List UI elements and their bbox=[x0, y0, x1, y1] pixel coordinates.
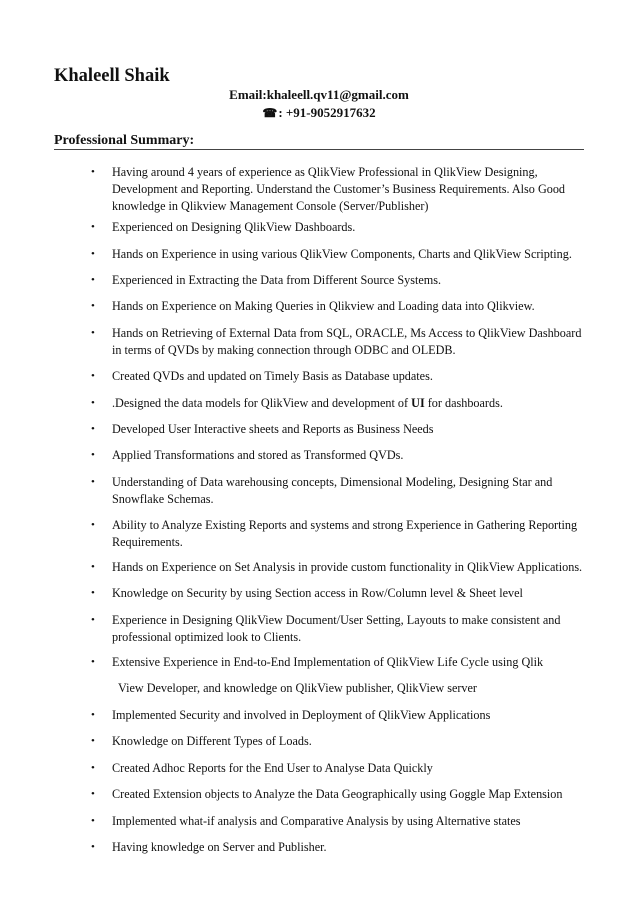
list-item-text: Understanding of Data warehousing concepts, Dimensional Modeling, Designing Star and Snowflake Schemas. bbox=[112, 475, 553, 506]
bullet-icon: • bbox=[91, 587, 95, 599]
list-item-text: Experienced on Designing QlikView Dashboards. bbox=[112, 220, 356, 234]
list-item-text: Having around 4 years of experience as QlikView Professional in QlikView Designing, Development and Reporting. Understand the Customer’s Business Requirements. Also Good knowledge in Qlikview Management Console (Server/Publisher) bbox=[112, 165, 566, 213]
list-item-text: Experienced in Extracting the Data from Different Source Systems. bbox=[112, 273, 442, 287]
bullet-icon: • bbox=[91, 248, 95, 260]
phone-number: : +91-9052917632 bbox=[278, 105, 376, 120]
bullet-icon: • bbox=[91, 370, 95, 382]
bullet-icon: • bbox=[91, 221, 95, 233]
bullet-icon: • bbox=[91, 449, 95, 461]
section-title-professional-summary: Professional Summary: bbox=[54, 133, 195, 148]
list-item-text: Created Extension objects to Analyze the Data Geographically using Goggle Map Extension bbox=[112, 787, 563, 801]
list-item bbox=[91, 421, 592, 438]
list-item bbox=[91, 813, 592, 830]
telephone-icon: ☎ bbox=[262, 106, 278, 120]
list-item-continuation: View Developer, and knowledge on QlikView publisher, QlikView server bbox=[118, 681, 477, 695]
email-line: Email:khaleell.qv11@gmail.com bbox=[229, 87, 409, 102]
list-item-text: Extensive Experience in End-to-End Implementation of QlikView Life Cycle using Qlik bbox=[112, 655, 544, 669]
bullet-icon: • bbox=[91, 274, 95, 286]
bullet-icon: • bbox=[91, 841, 95, 853]
phone-line bbox=[0, 105, 638, 121]
list-item-text: Implemented Security and involved in Deployment of QlikView Applications bbox=[112, 708, 491, 722]
list-item bbox=[91, 839, 592, 856]
list-item bbox=[91, 559, 592, 576]
bullet-icon: • bbox=[91, 561, 95, 573]
list-item-text: Knowledge on Security by using Section access in Row/Column level & Sheet level bbox=[112, 586, 523, 600]
bullet-icon: • bbox=[91, 815, 95, 827]
list-item bbox=[91, 517, 592, 551]
list-item-text: Created QVDs and updated on Timely Basis as Database updates. bbox=[112, 369, 433, 383]
list-item bbox=[91, 474, 592, 508]
bullet-icon: • bbox=[91, 656, 95, 668]
bullet-icon: • bbox=[91, 614, 95, 626]
list-item bbox=[91, 395, 592, 412]
list-item-text: Applied Transformations and stored as Transformed QVDs. bbox=[112, 448, 404, 462]
list-item bbox=[91, 298, 592, 315]
list-item bbox=[91, 272, 592, 289]
list-item-text: Created Adhoc Reports for the End User to Analyse Data Quickly bbox=[112, 761, 433, 775]
bullet-icon: • bbox=[91, 397, 95, 409]
list-item-text: .Designed the data models for QlikView and development of UI for dashboards. bbox=[112, 396, 503, 410]
list-item bbox=[91, 447, 592, 464]
bullet-icon: • bbox=[91, 709, 95, 721]
list-item-text: Implemented what-if analysis and Comparative Analysis by using Alternative states bbox=[112, 814, 521, 828]
list-item bbox=[91, 760, 592, 777]
section-divider bbox=[54, 149, 584, 150]
list-item bbox=[91, 654, 592, 671]
bullet-icon: • bbox=[91, 476, 95, 488]
bullet-icon: • bbox=[91, 327, 95, 339]
list-item-text: Hands on Experience on Making Queries in Qlikview and Loading data into Qlikview. bbox=[112, 299, 535, 313]
list-item bbox=[91, 707, 592, 724]
list-item-text: Hands on Experience on Set Analysis in provide custom functionality in QlikView Applications. bbox=[112, 560, 583, 574]
bullet-icon: • bbox=[91, 423, 95, 435]
list-item bbox=[91, 786, 592, 803]
bullet-icon: • bbox=[91, 762, 95, 774]
list-item-text: Developed User Interactive sheets and Reports as Business Needs bbox=[112, 422, 434, 436]
list-item bbox=[91, 246, 592, 263]
list-item bbox=[91, 612, 592, 646]
list-item-text: Ability to Analyze Existing Reports and systems and strong Experience in Gathering Reporting Requirements. bbox=[112, 518, 578, 549]
list-item bbox=[91, 164, 592, 215]
list-item-text: Hands on Experience in using various QlikView Components, Charts and QlikView Scripting. bbox=[112, 247, 572, 261]
bullet-icon: • bbox=[91, 735, 95, 747]
list-item bbox=[91, 325, 592, 359]
candidate-name: Khaleell Shaik bbox=[54, 66, 170, 86]
bullet-icon: • bbox=[91, 519, 95, 531]
list-item bbox=[91, 733, 592, 750]
bullet-icon: • bbox=[91, 300, 95, 312]
bullet-icon: • bbox=[91, 166, 95, 178]
list-item bbox=[91, 368, 592, 385]
list-item-text: Having knowledge on Server and Publisher. bbox=[112, 840, 327, 854]
list-item-text: Experience in Designing QlikView Document/User Setting, Layouts to make consistent and professional optimized look to Clients. bbox=[112, 613, 561, 644]
emphasis-text: UI bbox=[411, 396, 425, 410]
list-item-text: Knowledge on Different Types of Loads. bbox=[112, 734, 312, 748]
list-item-text: Hands on Retrieving of External Data from SQL, ORACLE, Ms Access to QlikView Dashboard in terms of QVDs by making connection through ODBC and OLEDB. bbox=[112, 326, 582, 357]
list-item bbox=[91, 219, 592, 236]
bullet-icon: • bbox=[91, 788, 95, 800]
list-item bbox=[91, 585, 592, 602]
